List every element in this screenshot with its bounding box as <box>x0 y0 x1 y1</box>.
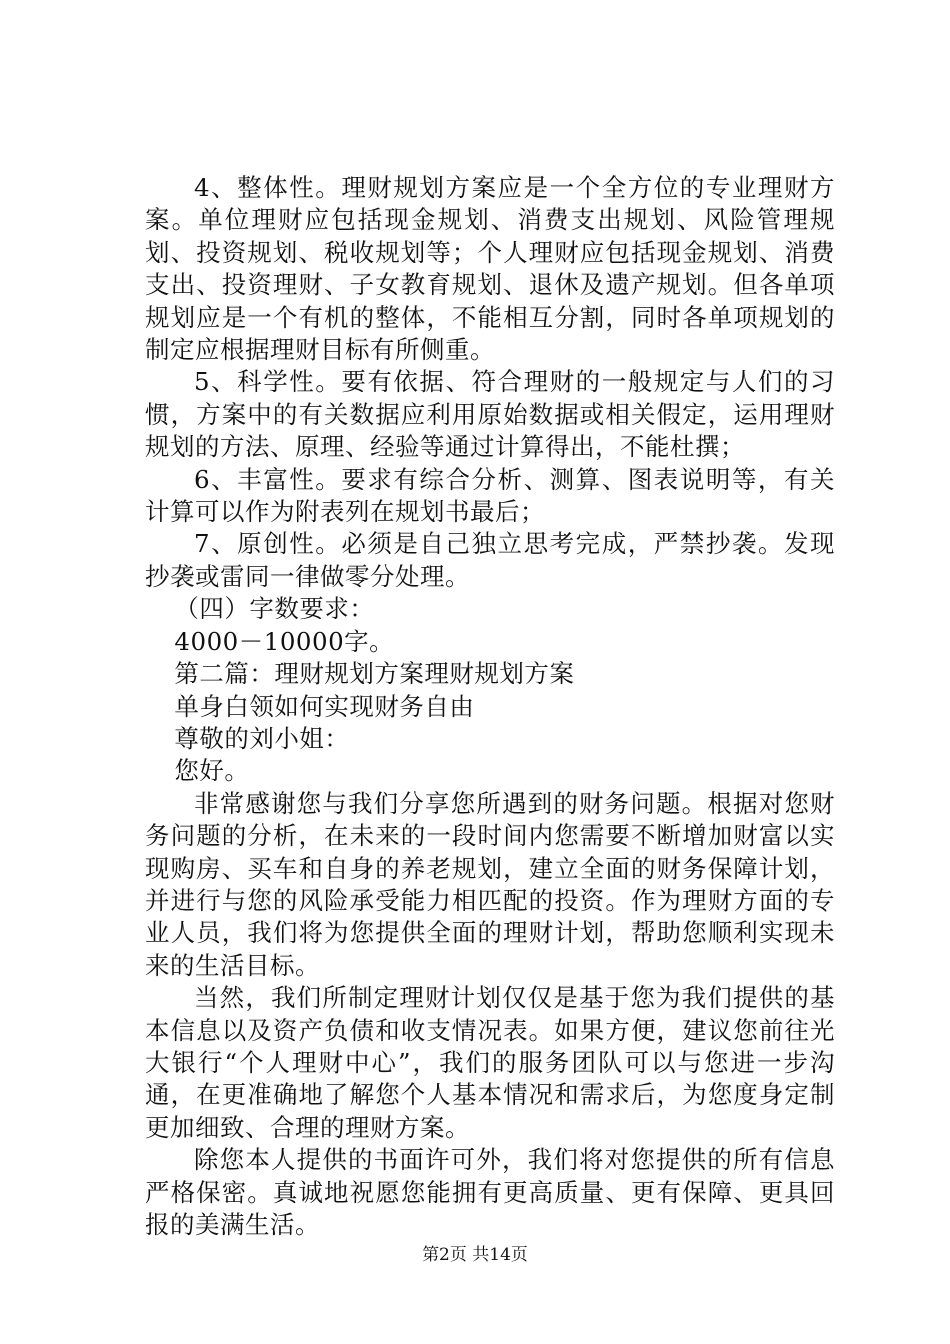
paragraph-integrity: 4、整体性。理财规划方案应是一个全方位的专业理财方案。单位理财应包括现金规划、消费支出规划、风险管理规划、投资规划、税收规划等；个人理财应包括现金规划、消费支出、投资理财、子女教育规划、退休及遗产规划。但各单项规划应是一个有机的整体，不能相互分割，同时各单项规划的制定应根据理财目标有所侧重。 <box>145 173 835 365</box>
body-paragraph-thanks: 非常感谢您与我们分享您所遇到的财务问题。根据对您财务问题的分析，在未来的一段时间内您需要不断增加财富以实现购房、买车和自身的养老规划，建立全面的财务保障计划，并进行与您的风险承受能力相匹配的投资。作为理财方面的专业人员，我们将为您提供全面的理财计划，帮助您顺利实现未来的生活目标。 <box>145 788 835 980</box>
chapter-two-title: 第二篇：理财规划方案理财规划方案 <box>174 659 575 689</box>
paragraph-richness: 6、丰富性。要求有综合分析、测算、图表说明等，有关计算可以作为附表列在规划书最后； <box>145 464 835 527</box>
salutation: 尊敬的刘小姐： <box>174 723 350 753</box>
greeting: 您好。 <box>174 756 250 786</box>
word-count-range: 4000－10000字。 <box>174 626 395 656</box>
paragraph-scientific: 5、科学性。要有依据、符合理财的一般规定与人们的习惯，方案中的有关数据应利用原始数据或相关假定，运用理财规划的方法、原理、经验等通过计算得出，不能杜撰； <box>145 367 835 462</box>
page-number-footer: 第2页 共14页 <box>422 1245 528 1265</box>
body-paragraph-confidentiality: 除您本人提供的书面许可外，我们将对您提供的所有信息严格保密。真诚地祝愿您能拥有更高质量、更有保障、更具回报的美满生活。 <box>145 1145 835 1239</box>
heading-word-count: （四）字数要求： <box>174 594 375 624</box>
subtitle: 单身白领如何实现财务自由 <box>174 691 475 721</box>
document-body <box>145 172 835 1241</box>
body-paragraph-basis: 当然，我们所制定理财计划仅仅是基于您为我们提供的基本信息以及资产负债和收支情况表。如果方便，建议您前往光大银行“个人理财中心”，我们的服务团队可以与您进一步沟通，在更准确地了解您个人基本情况和需求后，为您度身定制更加细致、合理的理财方案。 <box>145 983 835 1142</box>
paragraph-originality: 7、原创性。必须是自己独立思考完成，严禁抄袭。发现抄袭或雷同一律做零分处理。 <box>145 529 835 591</box>
